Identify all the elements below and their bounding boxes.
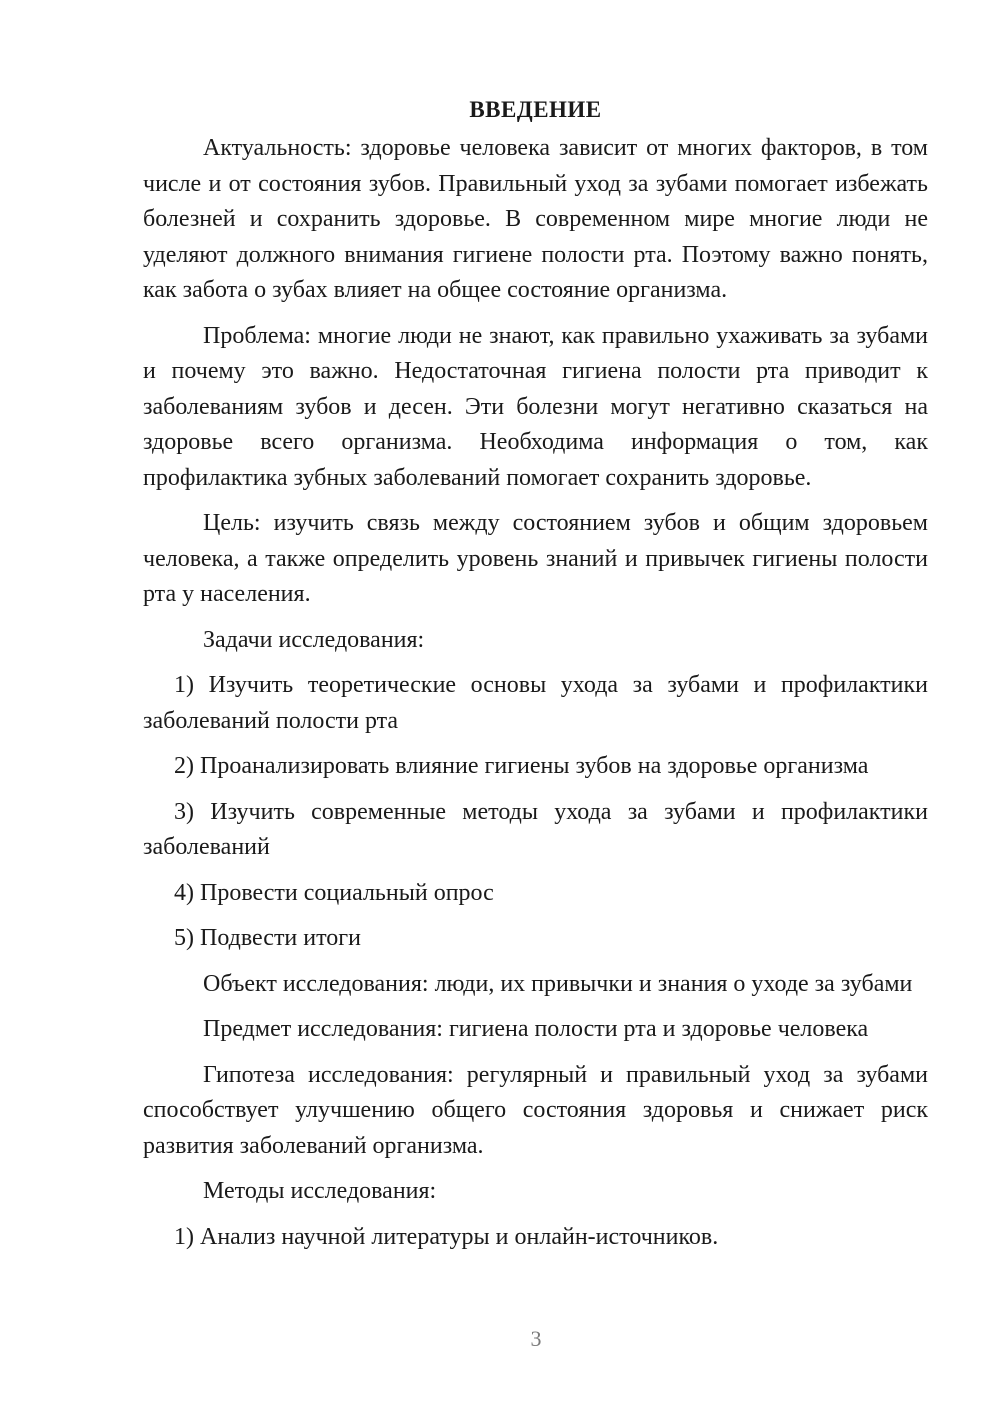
task-item-2: 2) Проанализировать влияние гигиены зубов на здоровье организма bbox=[174, 753, 869, 779]
method-item-1: 1) Анализ научной литературы и онлайн-источников. bbox=[174, 1223, 719, 1250]
page-number: 3 bbox=[530, 1326, 542, 1351]
task-item-3: 3) Изучить современные методы ухода за зубами и профилактики заболеваний bbox=[143, 798, 928, 860]
section-heading: ВВЕДЕНИЕ bbox=[469, 97, 602, 122]
task-item-1: 1) Изучить теоретические основы ухода за зубами и профилактики заболеваний полости рта bbox=[143, 672, 928, 734]
goal-paragraph: Цель: изучить связь между состоянием зубов и общим здоровьем человека, а также определить уровень знаний и привычек гигиены полости рта у населения. bbox=[143, 510, 928, 607]
object-paragraph: Объект исследования: люди, их привычки и знания о уходе за зубами bbox=[203, 970, 913, 997]
page-content bbox=[143, 93, 928, 1265]
relevance-paragraph: Актуальность: здоровье человека зависит от многих факторов, в том числе и от состояния зубов. Правильный уход за зубами помогает избежать болезней и сохранить здоровье. В современном мире многие люди не уделяют должного внимания гигиене полости рта. Поэтому важно понять, как забота о зубах влияет на общее состояние организма. bbox=[143, 135, 928, 303]
tasks-title: Задачи исследования: bbox=[203, 626, 425, 653]
task-item-5: 5) Подвести итоги bbox=[174, 925, 361, 951]
subject-paragraph: Предмет исследования: гигиена полости рта и здоровье человека bbox=[203, 1016, 869, 1042]
methods-title: Методы исследования: bbox=[203, 1178, 437, 1204]
hypothesis-paragraph: Гипотеза исследования: регулярный и правильный уход за зубами способствует улучшению общего состояния здоровья и снижает риск развития заболеваний организма. bbox=[143, 1061, 928, 1159]
task-item-4: 4) Провести социальный опрос bbox=[174, 879, 494, 906]
problem-paragraph: Проблема: многие люди не знают, как правильно ухаживать за зубами и почему это важно. Недостаточная гигиена полости рта приводит к заболеваниям зубов и десен. Эти болезни могут негативно сказаться на здоровье всего организма. Необходима информация о том, как профилактика зубных заболеваний помогает сохранить здоровье. bbox=[143, 322, 928, 491]
